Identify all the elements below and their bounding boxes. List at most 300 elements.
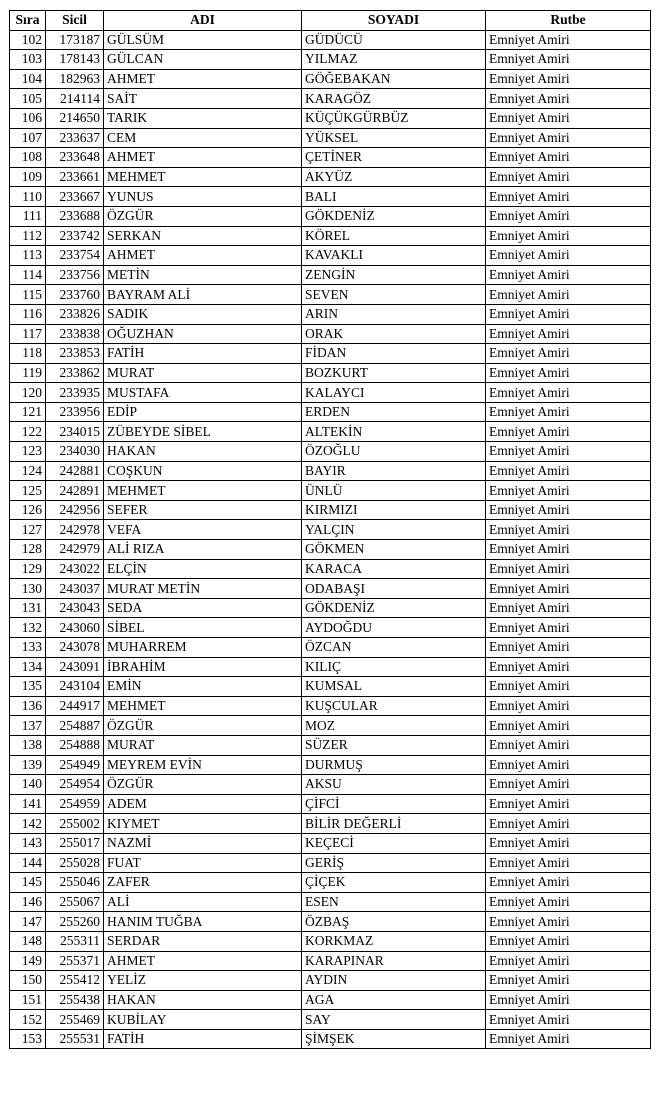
cell-sira: 111 xyxy=(10,206,46,226)
cell-adi: YUNUS xyxy=(104,187,302,207)
cell-sicil: 178143 xyxy=(46,50,104,70)
cell-soyadi: YILMAZ xyxy=(302,50,486,70)
cell-rutbe: Emniyet Amiri xyxy=(486,696,651,716)
cell-soyadi: ŞİMŞEK xyxy=(302,1029,486,1049)
cell-adi: AHMET xyxy=(104,148,302,168)
cell-soyadi: KUMSAL xyxy=(302,677,486,697)
cell-sicil: 255531 xyxy=(46,1029,104,1049)
cell-sicil: 242956 xyxy=(46,500,104,520)
cell-soyadi: GÜDÜCÜ xyxy=(302,30,486,50)
cell-adi: HAKAN xyxy=(104,442,302,462)
cell-soyadi: GÖKDENİZ xyxy=(302,206,486,226)
table-row xyxy=(10,422,651,442)
table-row xyxy=(10,892,651,912)
cell-rutbe: Emniyet Amiri xyxy=(486,794,651,814)
cell-adi: AHMET xyxy=(104,951,302,971)
cell-sicil: 233688 xyxy=(46,206,104,226)
cell-adi: NAZMİ xyxy=(104,833,302,853)
cell-adi: SAİT xyxy=(104,89,302,109)
cell-adi: ÖZGÜR xyxy=(104,716,302,736)
cell-sicil: 233742 xyxy=(46,226,104,246)
cell-sira: 105 xyxy=(10,89,46,109)
table-row xyxy=(10,794,651,814)
cell-rutbe: Emniyet Amiri xyxy=(486,559,651,579)
table-row xyxy=(10,1029,651,1049)
cell-sicil: 255067 xyxy=(46,892,104,912)
cell-sira: 128 xyxy=(10,540,46,560)
cell-sicil: 214650 xyxy=(46,108,104,128)
cell-sicil: 243037 xyxy=(46,579,104,599)
table-row xyxy=(10,50,651,70)
cell-sira: 109 xyxy=(10,167,46,187)
cell-sicil: 243078 xyxy=(46,638,104,658)
cell-rutbe: Emniyet Amiri xyxy=(486,461,651,481)
cell-rutbe: Emniyet Amiri xyxy=(486,912,651,932)
cell-adi: OĞUZHAN xyxy=(104,324,302,344)
table-row xyxy=(10,206,651,226)
cell-sira: 115 xyxy=(10,285,46,305)
cell-rutbe: Emniyet Amiri xyxy=(486,324,651,344)
cell-sicil: 182963 xyxy=(46,69,104,89)
cell-adi: ÖZGÜR xyxy=(104,775,302,795)
header-row xyxy=(10,11,651,31)
cell-adi: MEHMET xyxy=(104,696,302,716)
cell-sira: 125 xyxy=(10,481,46,501)
cell-soyadi: ORAK xyxy=(302,324,486,344)
cell-adi: COŞKUN xyxy=(104,461,302,481)
table-row xyxy=(10,383,651,403)
cell-sira: 131 xyxy=(10,598,46,618)
cell-soyadi: ODABAŞI xyxy=(302,579,486,599)
cell-rutbe: Emniyet Amiri xyxy=(486,814,651,834)
cell-adi: AHMET xyxy=(104,246,302,266)
table-row xyxy=(10,108,651,128)
cell-sicil: 233838 xyxy=(46,324,104,344)
cell-sicil: 254887 xyxy=(46,716,104,736)
table-row xyxy=(10,167,651,187)
cell-sira: 152 xyxy=(10,1010,46,1030)
cell-sicil: 234030 xyxy=(46,442,104,462)
cell-sicil: 255412 xyxy=(46,971,104,991)
header-sira: Sıra xyxy=(10,11,46,31)
table-row xyxy=(10,833,651,853)
cell-adi: ZÜBEYDE SİBEL xyxy=(104,422,302,442)
cell-sicil: 233667 xyxy=(46,187,104,207)
cell-sira: 107 xyxy=(10,128,46,148)
cell-rutbe: Emniyet Amiri xyxy=(486,873,651,893)
cell-sira: 120 xyxy=(10,383,46,403)
cell-sira: 144 xyxy=(10,853,46,873)
table-row xyxy=(10,69,651,89)
cell-soyadi: SAY xyxy=(302,1010,486,1030)
cell-sira: 104 xyxy=(10,69,46,89)
cell-adi: ÖZGÜR xyxy=(104,206,302,226)
cell-soyadi: AKSU xyxy=(302,775,486,795)
cell-adi: SERKAN xyxy=(104,226,302,246)
cell-sira: 124 xyxy=(10,461,46,481)
cell-sicil: 255046 xyxy=(46,873,104,893)
cell-rutbe: Emniyet Amiri xyxy=(486,892,651,912)
cell-rutbe: Emniyet Amiri xyxy=(486,598,651,618)
cell-adi: İBRAHİM xyxy=(104,657,302,677)
table-row xyxy=(10,971,651,991)
cell-sicil: 242978 xyxy=(46,520,104,540)
table-row xyxy=(10,265,651,285)
cell-adi: ALİ xyxy=(104,892,302,912)
cell-sicil: 255311 xyxy=(46,931,104,951)
cell-sicil: 233935 xyxy=(46,383,104,403)
table-row xyxy=(10,873,651,893)
table-row xyxy=(10,226,651,246)
cell-adi: MURAT METİN xyxy=(104,579,302,599)
cell-sicil: 233826 xyxy=(46,304,104,324)
cell-soyadi: GÖKMEN xyxy=(302,540,486,560)
cell-sicil: 233760 xyxy=(46,285,104,305)
cell-rutbe: Emniyet Amiri xyxy=(486,187,651,207)
cell-sira: 108 xyxy=(10,148,46,168)
cell-sicil: 243043 xyxy=(46,598,104,618)
cell-soyadi: ÖZCAN xyxy=(302,638,486,658)
cell-rutbe: Emniyet Amiri xyxy=(486,89,651,109)
cell-rutbe: Emniyet Amiri xyxy=(486,108,651,128)
header-rutbe: Rutbe xyxy=(486,11,651,31)
cell-adi: CEM xyxy=(104,128,302,148)
cell-sira: 151 xyxy=(10,990,46,1010)
cell-soyadi: AGA xyxy=(302,990,486,1010)
table-row xyxy=(10,853,651,873)
cell-adi: SEFER xyxy=(104,500,302,520)
cell-rutbe: Emniyet Amiri xyxy=(486,755,651,775)
table-row xyxy=(10,540,651,560)
cell-sira: 134 xyxy=(10,657,46,677)
cell-soyadi: BAYIR xyxy=(302,461,486,481)
cell-sicil: 233956 xyxy=(46,402,104,422)
cell-soyadi: ÖZBAŞ xyxy=(302,912,486,932)
cell-rutbe: Emniyet Amiri xyxy=(486,1029,651,1049)
cell-soyadi: FİDAN xyxy=(302,344,486,364)
table-row xyxy=(10,951,651,971)
cell-sira: 130 xyxy=(10,579,46,599)
cell-adi: VEFA xyxy=(104,520,302,540)
cell-soyadi: MOZ xyxy=(302,716,486,736)
cell-rutbe: Emniyet Amiri xyxy=(486,265,651,285)
cell-sira: 149 xyxy=(10,951,46,971)
cell-sira: 117 xyxy=(10,324,46,344)
cell-rutbe: Emniyet Amiri xyxy=(486,990,651,1010)
cell-soyadi: BALI xyxy=(302,187,486,207)
cell-sira: 150 xyxy=(10,971,46,991)
cell-soyadi: KAVAKLI xyxy=(302,246,486,266)
table-row xyxy=(10,755,651,775)
table-row xyxy=(10,638,651,658)
cell-soyadi: KORKMAZ xyxy=(302,931,486,951)
cell-rutbe: Emniyet Amiri xyxy=(486,69,651,89)
cell-sira: 136 xyxy=(10,696,46,716)
cell-sicil: 255002 xyxy=(46,814,104,834)
cell-adi: ELÇİN xyxy=(104,559,302,579)
cell-adi: MURAT xyxy=(104,363,302,383)
cell-sira: 145 xyxy=(10,873,46,893)
cell-adi: SİBEL xyxy=(104,618,302,638)
cell-adi: ADEM xyxy=(104,794,302,814)
cell-sira: 122 xyxy=(10,422,46,442)
cell-sicil: 233637 xyxy=(46,128,104,148)
cell-rutbe: Emniyet Amiri xyxy=(486,206,651,226)
cell-sicil: 255469 xyxy=(46,1010,104,1030)
cell-rutbe: Emniyet Amiri xyxy=(486,833,651,853)
cell-rutbe: Emniyet Amiri xyxy=(486,402,651,422)
cell-sicil: 243060 xyxy=(46,618,104,638)
table-row xyxy=(10,442,651,462)
cell-soyadi: KÖREL xyxy=(302,226,486,246)
cell-sicil: 255371 xyxy=(46,951,104,971)
cell-adi: MUHARREM xyxy=(104,638,302,658)
header-soyadi: SOYADI xyxy=(302,11,486,31)
cell-rutbe: Emniyet Amiri xyxy=(486,383,651,403)
cell-soyadi: GERİŞ xyxy=(302,853,486,873)
table-row xyxy=(10,461,651,481)
cell-soyadi: ESEN xyxy=(302,892,486,912)
cell-soyadi: GÖĞEBAKAN xyxy=(302,69,486,89)
header-adi: ADI xyxy=(104,11,302,31)
table-row xyxy=(10,677,651,697)
cell-soyadi: KALAYCI xyxy=(302,383,486,403)
table-row xyxy=(10,285,651,305)
cell-rutbe: Emniyet Amiri xyxy=(486,500,651,520)
cell-soyadi: KEÇECİ xyxy=(302,833,486,853)
cell-adi: EDİP xyxy=(104,402,302,422)
cell-rutbe: Emniyet Amiri xyxy=(486,442,651,462)
cell-soyadi: YALÇIN xyxy=(302,520,486,540)
cell-soyadi: AYDIN xyxy=(302,971,486,991)
cell-soyadi: KUŞCULAR xyxy=(302,696,486,716)
table-row xyxy=(10,618,651,638)
table-row xyxy=(10,344,651,364)
cell-adi: TARIK xyxy=(104,108,302,128)
cell-rutbe: Emniyet Amiri xyxy=(486,128,651,148)
cell-rutbe: Emniyet Amiri xyxy=(486,618,651,638)
cell-sicil: 243022 xyxy=(46,559,104,579)
cell-soyadi: KARACA xyxy=(302,559,486,579)
table-row xyxy=(10,657,651,677)
cell-adi: YELİZ xyxy=(104,971,302,991)
table-row xyxy=(10,402,651,422)
cell-rutbe: Emniyet Amiri xyxy=(486,363,651,383)
cell-sira: 123 xyxy=(10,442,46,462)
cell-rutbe: Emniyet Amiri xyxy=(486,246,651,266)
cell-adi: FATİH xyxy=(104,1029,302,1049)
table-row xyxy=(10,912,651,932)
cell-adi: SERDAR xyxy=(104,931,302,951)
table-row xyxy=(10,696,651,716)
cell-sira: 141 xyxy=(10,794,46,814)
cell-soyadi: ÇİÇEK xyxy=(302,873,486,893)
cell-sira: 118 xyxy=(10,344,46,364)
cell-sira: 110 xyxy=(10,187,46,207)
cell-soyadi: ÜNLÜ xyxy=(302,481,486,501)
cell-soyadi: KILIÇ xyxy=(302,657,486,677)
cell-rutbe: Emniyet Amiri xyxy=(486,481,651,501)
cell-sira: 127 xyxy=(10,520,46,540)
table-row xyxy=(10,128,651,148)
cell-sicil: 254954 xyxy=(46,775,104,795)
cell-soyadi: SÜZER xyxy=(302,735,486,755)
cell-sicil: 255028 xyxy=(46,853,104,873)
cell-soyadi: ALTEKİN xyxy=(302,422,486,442)
cell-soyadi: BOZKURT xyxy=(302,363,486,383)
cell-sira: 119 xyxy=(10,363,46,383)
cell-adi: HANIM TUĞBA xyxy=(104,912,302,932)
cell-adi: MUSTAFA xyxy=(104,383,302,403)
cell-sira: 143 xyxy=(10,833,46,853)
cell-sira: 103 xyxy=(10,50,46,70)
cell-adi: MEHMET xyxy=(104,481,302,501)
cell-rutbe: Emniyet Amiri xyxy=(486,148,651,168)
table-row xyxy=(10,148,651,168)
cell-rutbe: Emniyet Amiri xyxy=(486,344,651,364)
cell-sira: 126 xyxy=(10,500,46,520)
cell-sira: 138 xyxy=(10,735,46,755)
cell-sira: 121 xyxy=(10,402,46,422)
cell-rutbe: Emniyet Amiri xyxy=(486,853,651,873)
personnel-table xyxy=(9,10,651,1049)
cell-soyadi: ERDEN xyxy=(302,402,486,422)
cell-rutbe: Emniyet Amiri xyxy=(486,579,651,599)
cell-soyadi: AKYÜZ xyxy=(302,167,486,187)
table-row xyxy=(10,324,651,344)
cell-adi: ZAFER xyxy=(104,873,302,893)
cell-soyadi: ÖZOĞLU xyxy=(302,442,486,462)
cell-sicil: 233661 xyxy=(46,167,104,187)
table-row xyxy=(10,187,651,207)
cell-soyadi: KIRMIZI xyxy=(302,500,486,520)
cell-adi: HAKAN xyxy=(104,990,302,1010)
cell-sicil: 244917 xyxy=(46,696,104,716)
cell-adi: SEDA xyxy=(104,598,302,618)
table-row xyxy=(10,304,651,324)
header-sicil: Sicil xyxy=(46,11,104,31)
cell-sicil: 233862 xyxy=(46,363,104,383)
cell-soyadi: SEVEN xyxy=(302,285,486,305)
cell-adi: GÜLCAN xyxy=(104,50,302,70)
cell-adi: FATİH xyxy=(104,344,302,364)
cell-rutbe: Emniyet Amiri xyxy=(486,931,651,951)
cell-sira: 142 xyxy=(10,814,46,834)
cell-adi: MEYREM EVİN xyxy=(104,755,302,775)
cell-sira: 132 xyxy=(10,618,46,638)
cell-soyadi: GÖKDENİZ xyxy=(302,598,486,618)
table-row xyxy=(10,89,651,109)
table-row xyxy=(10,481,651,501)
cell-sicil: 254959 xyxy=(46,794,104,814)
cell-sira: 137 xyxy=(10,716,46,736)
cell-rutbe: Emniyet Amiri xyxy=(486,30,651,50)
cell-sicil: 242979 xyxy=(46,540,104,560)
cell-soyadi: ARIN xyxy=(302,304,486,324)
cell-adi: BAYRAM ALİ xyxy=(104,285,302,305)
cell-sira: 146 xyxy=(10,892,46,912)
table-row xyxy=(10,559,651,579)
cell-sira: 153 xyxy=(10,1029,46,1049)
cell-rutbe: Emniyet Amiri xyxy=(486,540,651,560)
cell-sira: 114 xyxy=(10,265,46,285)
cell-sicil: 233648 xyxy=(46,148,104,168)
cell-adi: ALİ RIZA xyxy=(104,540,302,560)
cell-rutbe: Emniyet Amiri xyxy=(486,304,651,324)
cell-soyadi: ÇİFCİ xyxy=(302,794,486,814)
table-row xyxy=(10,246,651,266)
cell-sicil: 254949 xyxy=(46,755,104,775)
cell-sicil: 243091 xyxy=(46,657,104,677)
cell-soyadi: KARAPINAR xyxy=(302,951,486,971)
cell-soyadi: YÜKSEL xyxy=(302,128,486,148)
cell-sicil: 233754 xyxy=(46,246,104,266)
cell-sicil: 242891 xyxy=(46,481,104,501)
table-row xyxy=(10,716,651,736)
table-body xyxy=(10,30,651,1049)
cell-adi: GÜLSÜM xyxy=(104,30,302,50)
cell-rutbe: Emniyet Amiri xyxy=(486,1010,651,1030)
cell-sira: 113 xyxy=(10,246,46,266)
table-row xyxy=(10,931,651,951)
cell-sira: 140 xyxy=(10,775,46,795)
cell-sicil: 254888 xyxy=(46,735,104,755)
cell-sira: 133 xyxy=(10,638,46,658)
cell-rutbe: Emniyet Amiri xyxy=(486,775,651,795)
cell-soyadi: DURMUŞ xyxy=(302,755,486,775)
cell-rutbe: Emniyet Amiri xyxy=(486,638,651,658)
table-row xyxy=(10,775,651,795)
cell-adi: EMİN xyxy=(104,677,302,697)
cell-adi: MEHMET xyxy=(104,167,302,187)
cell-adi: AHMET xyxy=(104,69,302,89)
cell-adi: KUBİLAY xyxy=(104,1010,302,1030)
cell-sira: 112 xyxy=(10,226,46,246)
cell-sicil: 242881 xyxy=(46,461,104,481)
table-header xyxy=(10,11,651,31)
cell-soyadi: ZENGİN xyxy=(302,265,486,285)
cell-sicil: 255438 xyxy=(46,990,104,1010)
cell-soyadi: KARAGÖZ xyxy=(302,89,486,109)
cell-sira: 106 xyxy=(10,108,46,128)
table-row xyxy=(10,735,651,755)
cell-rutbe: Emniyet Amiri xyxy=(486,951,651,971)
cell-sicil: 214114 xyxy=(46,89,104,109)
cell-adi: METİN xyxy=(104,265,302,285)
cell-sira: 102 xyxy=(10,30,46,50)
cell-sicil: 233853 xyxy=(46,344,104,364)
cell-adi: KIYMET xyxy=(104,814,302,834)
cell-sira: 129 xyxy=(10,559,46,579)
table-row xyxy=(10,990,651,1010)
cell-sicil: 234015 xyxy=(46,422,104,442)
cell-rutbe: Emniyet Amiri xyxy=(486,735,651,755)
cell-rutbe: Emniyet Amiri xyxy=(486,50,651,70)
cell-sicil: 173187 xyxy=(46,30,104,50)
cell-sira: 147 xyxy=(10,912,46,932)
cell-sira: 139 xyxy=(10,755,46,775)
cell-rutbe: Emniyet Amiri xyxy=(486,677,651,697)
cell-adi: FUAT xyxy=(104,853,302,873)
cell-sicil: 255260 xyxy=(46,912,104,932)
table-row xyxy=(10,30,651,50)
cell-sira: 116 xyxy=(10,304,46,324)
cell-rutbe: Emniyet Amiri xyxy=(486,167,651,187)
cell-rutbe: Emniyet Amiri xyxy=(486,520,651,540)
cell-sicil: 243104 xyxy=(46,677,104,697)
cell-adi: SADIK xyxy=(104,304,302,324)
cell-sira: 135 xyxy=(10,677,46,697)
